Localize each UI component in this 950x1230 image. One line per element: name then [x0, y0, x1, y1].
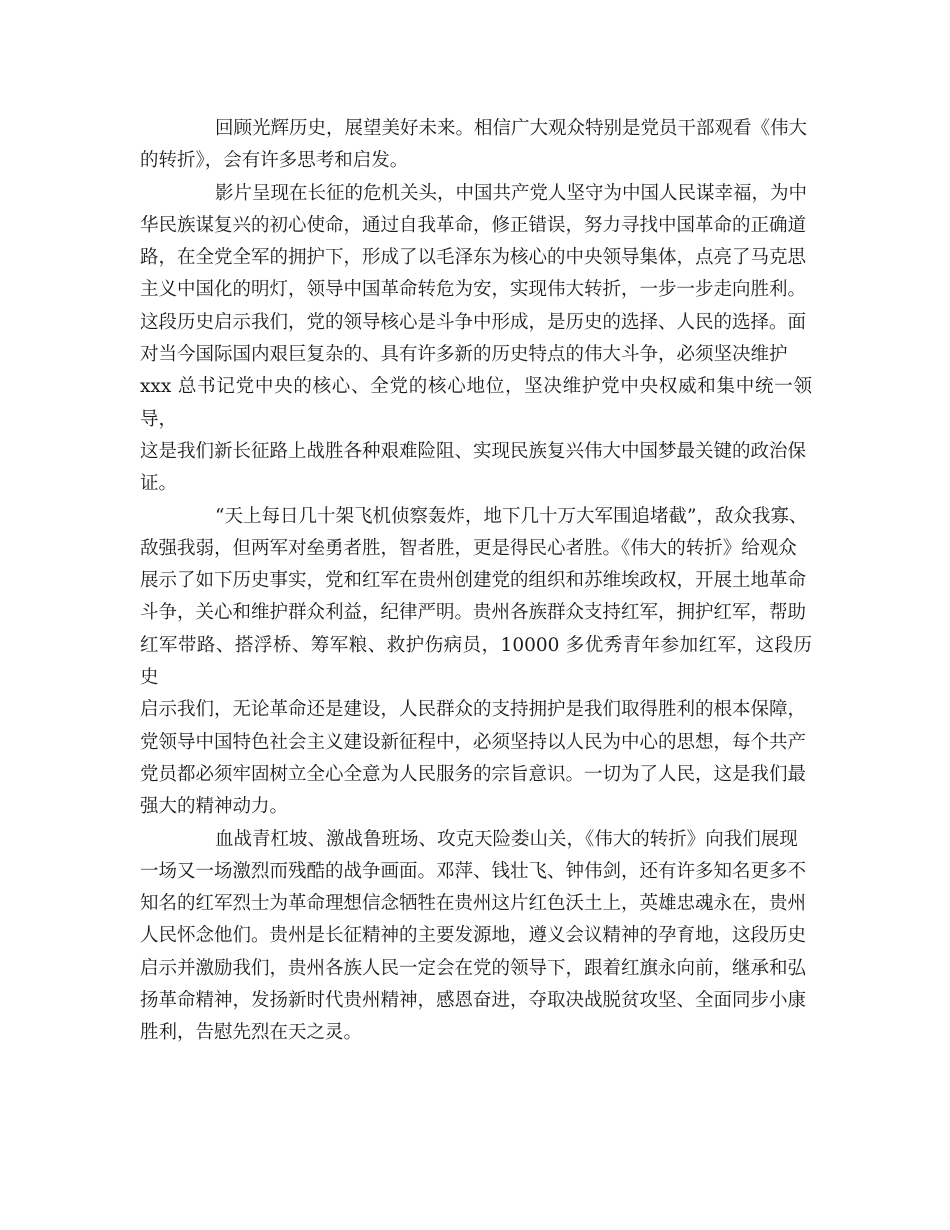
- paragraph-2: 影片呈现在长征的危机关头，中国共产党人坚守为中国人民谋幸福，为中 华民族谋复兴的初心使命，通过自我革命，修正错误，努力寻找中国革命的正确道 路，在全党全军的拥护下，形成了以毛泽东为核心的中央领导集体，点亮了马克思 主义中国化的明灯，领导中国革命转危为安，实现伟大转折，一步一步走向胜利。 这段历史启示我们，党的领导核心是斗争中形成，是历史的选择、人民的选择。面 对当今国际国内艰巨复杂的、具有许多新的历史特点的伟大斗争，必须坚决维护 xxx 总书记党中央的核心、全党的核心地位，坚决维护党中央权威和集中统一领导， 这是我们新长征路上战胜各种艰难险阻、实现民族复兴伟大中国梦最关键的政治保 证。: [140, 182, 812, 495]
- paragraph-1: 回顾光辉历史，展望美好未来。相信广大观众特别是党员干部观看《伟大 的转折》，会有许多思考和启发。: [140, 118, 808, 172]
- paragraph-4: 血战青杠坡、激战鲁班场、攻克天险娄山关，《伟大的转折》向我们展现 一场又一场激烈而残酷的战争画面。邓萍、钱壮飞、钟伟剑，还有许多知名更多不 知名的红军烈士为革命理想信念牺牲在贵州这片红色沃土上，英雄忠魂永在，贵州 人民怀念他们。贵州是长征精神的主要发源地，遵义会议精神的孕育地，这段历史 启示并激励我们，贵州各族人民一定会在党的领导下，跟着红旗永向前，继承和弘 扬革命精神，发扬新时代贵州精神，感恩奋进，夺取决战脱贫攻坚、全面同步小康 胜利，告慰先烈在天之灵。: [140, 828, 807, 1044]
- paragraph-3: “天上每日几十架飞机侦察轰炸，地下几十万大军围追堵截”，敌众我寡、 敌强我弱，但两军对垒勇者胜，智者胜，更是得民心者胜。《伟大的转折》给观众 展示了如下历史事实，党和红军在贵州创建党的组织和苏维埃政权，开展土地革命 斗争，关心和维护群众利益，纪律严明。贵州各族群众支持红军，拥护红军，帮助 红军带路、搭浮桥、筹军粮、救护伤病员，10000 多优秀青年参加红军，这段历史 启示我们，无论革命还是建设，人民群众的支持拥护是我们取得胜利的根本保障， 党领导中国特色社会主义建设新征程中，必须坚持以人民为中心的思想，每个共产 党员都必须牢固树立全心全意为人民服务的宗旨意识。一切为了人民，这是我们最 强大的精神动力。: [140, 505, 812, 818]
- document-body: [140, 113, 812, 1050]
